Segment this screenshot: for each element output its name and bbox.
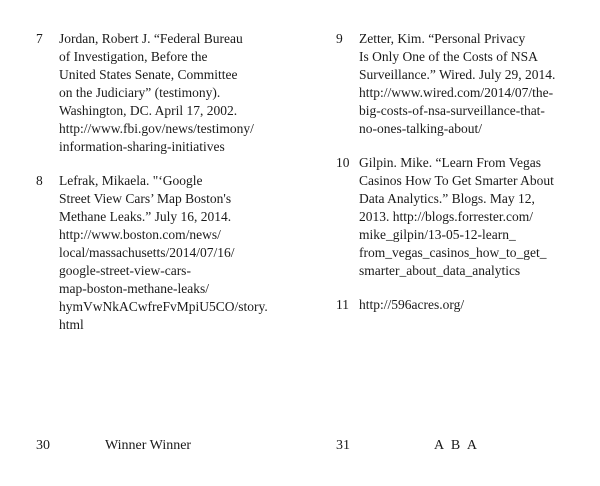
endnote-line: Methane Leaks.” July 16, 2014.	[59, 209, 232, 224]
endnote-line: on the Judiciary” (testimony).	[59, 85, 221, 100]
endnote-number: 8	[36, 173, 43, 188]
endnote-number: 9	[336, 31, 343, 46]
endnote-text	[59, 30, 280, 156]
endnote-line: Surveillance.” Wired. July 29, 2014.	[359, 67, 556, 82]
endnote-line: of Investigation, Before the	[59, 49, 208, 64]
endnote-8	[36, 172, 280, 334]
endnote-line: Street View Cars’ Map Boston's	[59, 191, 232, 206]
endnote-text	[359, 154, 580, 280]
endnote-text	[359, 30, 580, 138]
endnote-line: Is Only One of the Costs of NSA	[359, 49, 538, 64]
running-title: A B A	[434, 438, 480, 453]
endnote-url-line: local/massachusetts/2014/07/16/	[59, 245, 235, 260]
endnote-number: 7	[36, 31, 43, 46]
endnotes-list	[36, 30, 280, 350]
running-title: Winner Winner	[105, 438, 192, 453]
endnote-url-line: big-costs-of-nsa-surveillance-that-	[359, 103, 545, 118]
endnote-text	[359, 296, 580, 314]
page-number: 31	[336, 438, 350, 453]
endnote-line: Jordan, Robert J. “Federal Bureau	[59, 31, 243, 46]
endnote-line: Gilpin. Mike. “Learn From Vegas	[359, 155, 541, 170]
endnote-9	[336, 30, 580, 138]
endnote-line: United States Senate, Committee	[59, 67, 238, 82]
endnote-line: Casinos How To Get Smarter About	[359, 173, 554, 188]
endnote-number: 11	[336, 297, 349, 312]
endnotes-list	[336, 30, 580, 330]
endnote-url-line: map-boston-methane-leaks/	[59, 281, 209, 296]
endnote-url-line: 2013. http://blogs.forrester.com/	[359, 209, 533, 224]
endnote-url-line: from_vegas_casinos_how_to_get_	[359, 245, 547, 260]
endnote-url-line: google-street-view-cars-	[59, 263, 191, 278]
endnote-line: Zetter, Kim. “Personal Privacy	[359, 31, 526, 46]
endnote-url-line: hymVwNkACwfreFvMpiU5CO/story.	[59, 299, 268, 314]
endnote-url-line: http://www.fbi.gov/news/testimony/	[59, 121, 254, 136]
endnote-url-line: http://596acres.org/	[359, 297, 465, 312]
endnote-url-line: http://www.boston.com/news/	[59, 227, 221, 242]
endnote-url-line: no-ones-talking-about/	[359, 121, 482, 136]
endnote-url-line: html	[59, 317, 84, 332]
endnote-line: Data Analytics.” Blogs. May 12,	[359, 191, 535, 206]
endnote-url-line: http://www.wired.com/2014/07/the-	[359, 85, 554, 100]
endnote-10	[336, 154, 580, 280]
endnote-url-line: mike_gilpin/13-05-12-learn_	[359, 227, 516, 242]
endnote-url-line: smarter_about_data_analytics	[359, 263, 521, 278]
endnote-number: 10	[336, 155, 350, 170]
endnote-line: Washington, DC. April 17, 2002.	[59, 103, 238, 118]
endnote-7	[36, 30, 280, 156]
page-number: 30	[36, 438, 50, 453]
endnote-line: Lefrak, Mikaela. "‘Google	[59, 173, 203, 188]
endnote-text	[59, 172, 280, 334]
endnote-url-line: information-sharing-initiatives	[59, 139, 225, 154]
endnote-11	[336, 296, 580, 314]
right-page	[300, 0, 600, 486]
